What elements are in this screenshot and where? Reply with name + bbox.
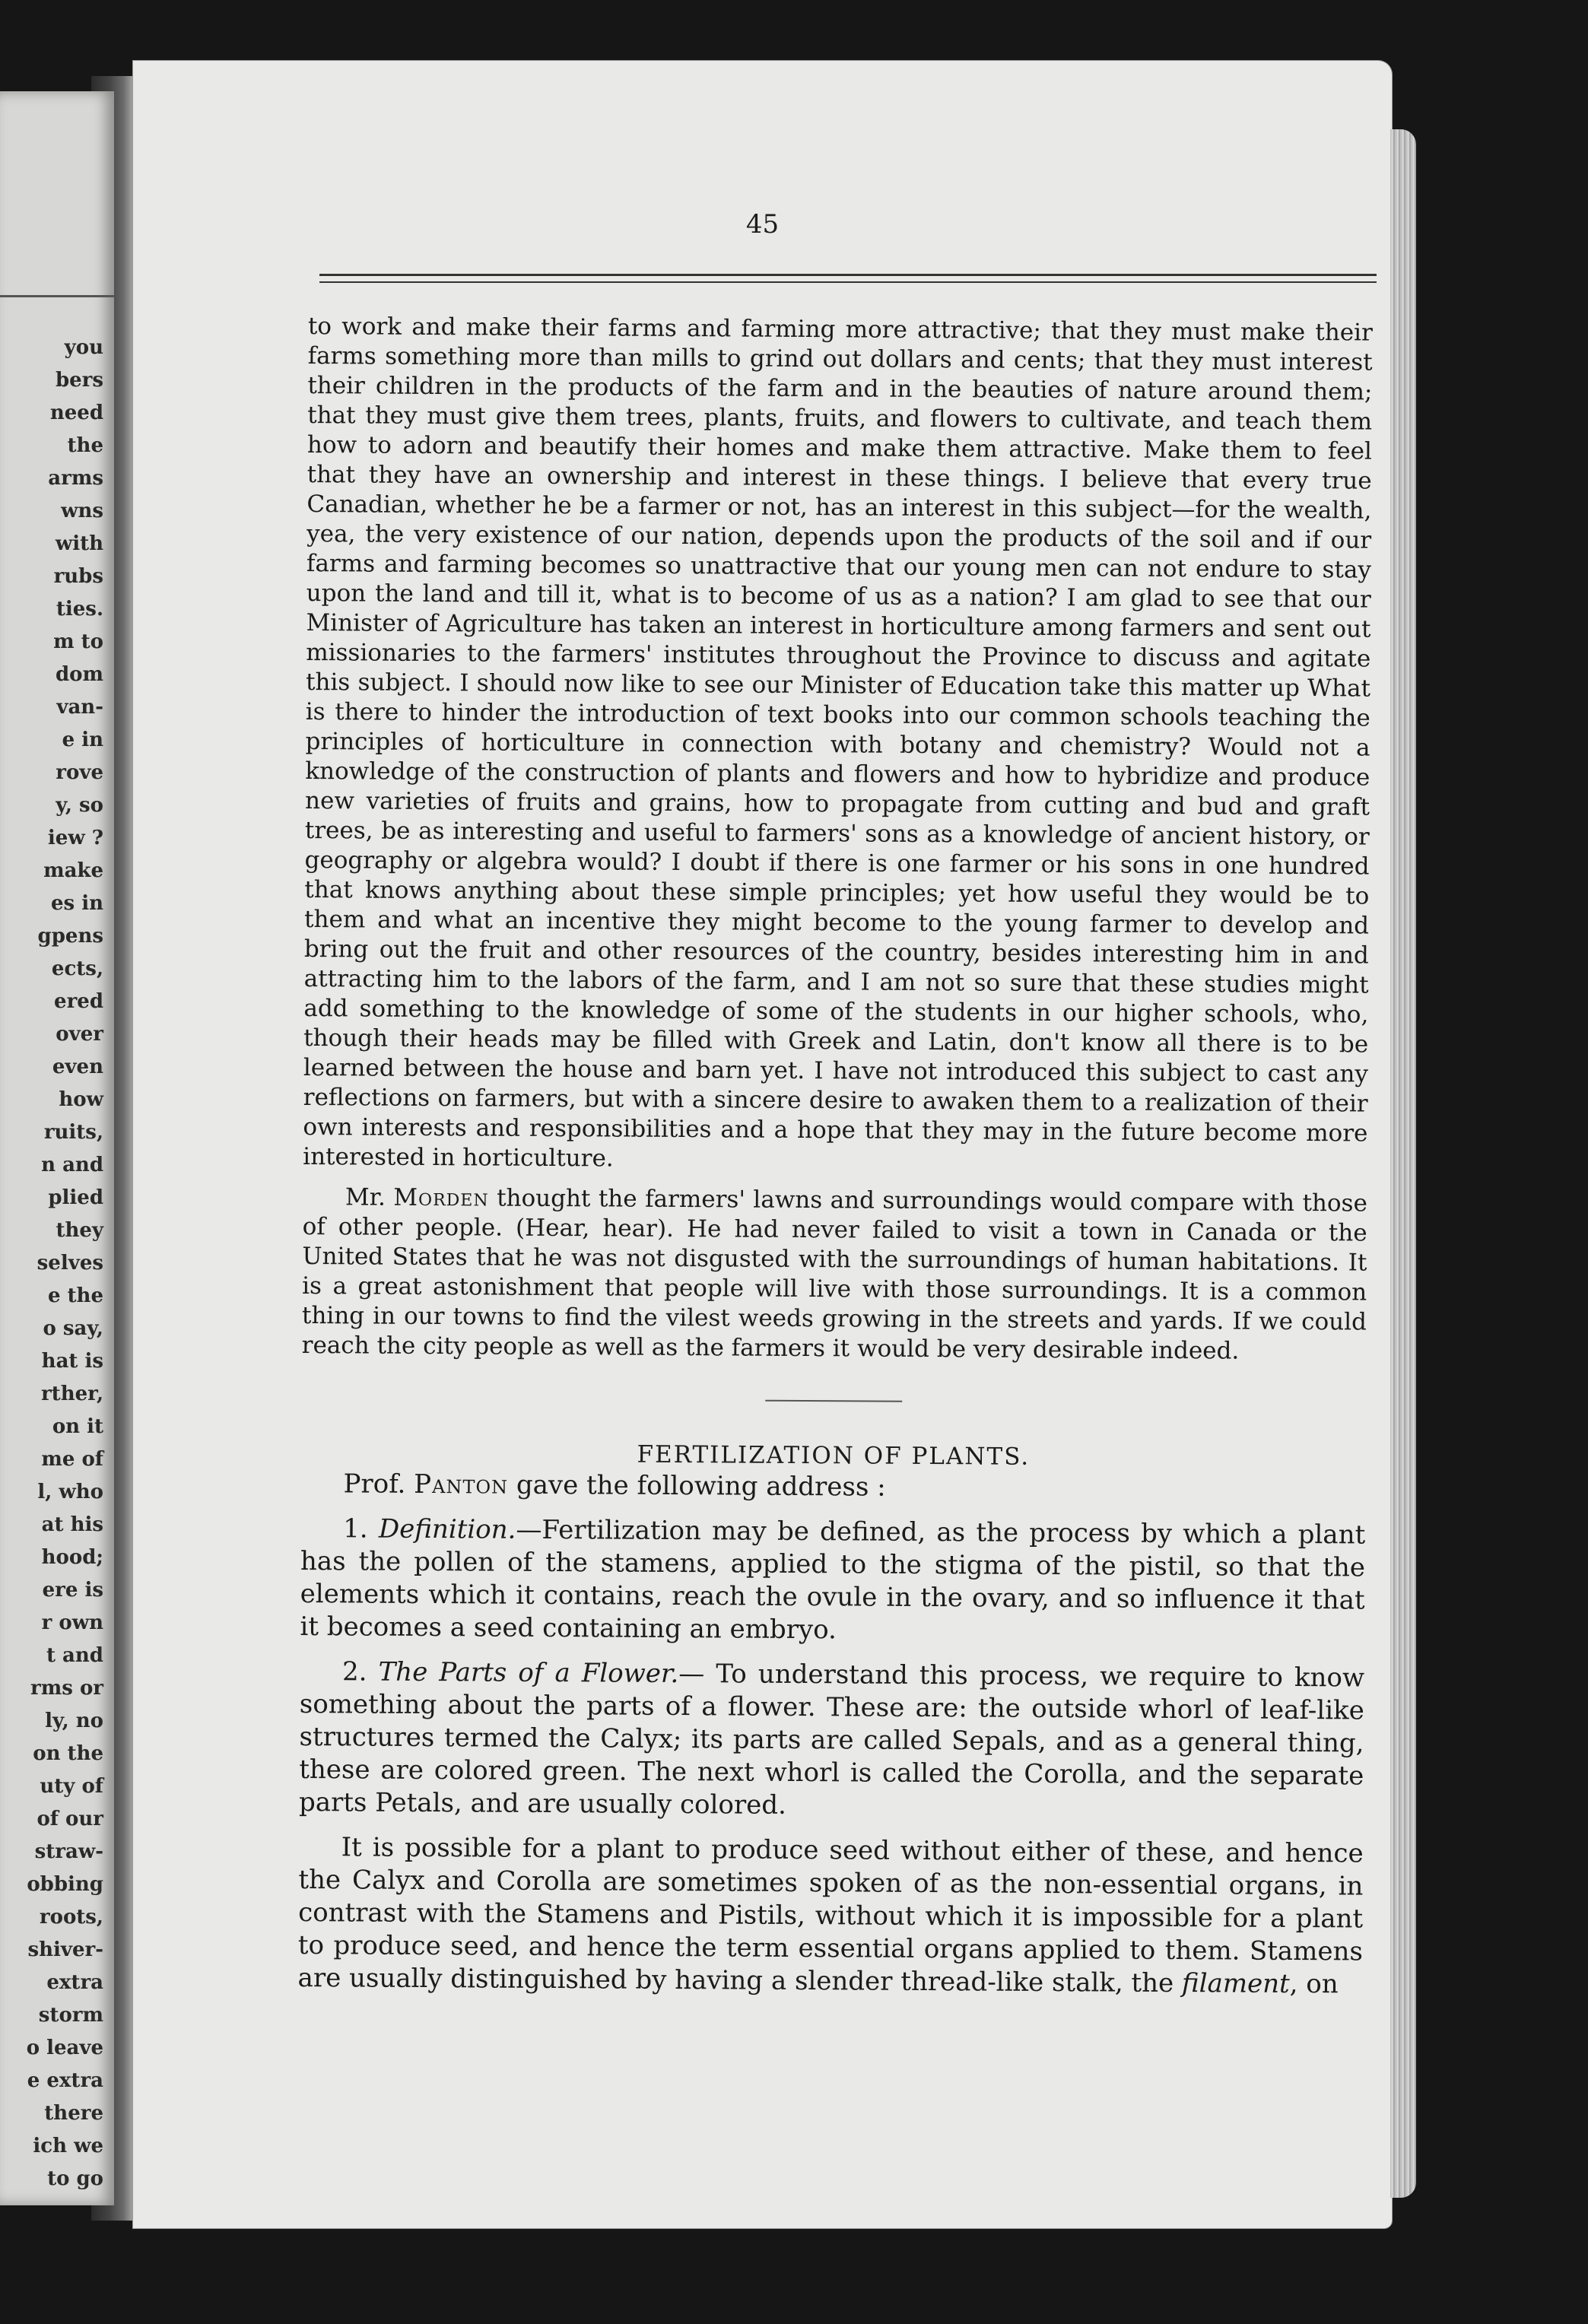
- paragraph-text: thought the farmers' lawns and surroundings would compare with those of other people. (Hear, hear). He had never failed to visit a town in Canada or the United States that he was not disgusted with the surroundings of human habitations. It is a great astonishment that people will live with those surroundings. It is a common thing in our towns to find the vilest weeds growing in the streets and yards. If we could reach the city people as well as the farmers it would be very desirable indeed.: [301, 1184, 1367, 1365]
- intro-text: gave the following address :: [507, 1469, 886, 1503]
- left-page-fragment: y, so: [56, 794, 103, 817]
- left-page-fragment: bers: [55, 369, 103, 392]
- left-page-fragment: obbing: [27, 1873, 103, 1896]
- left-page-fragment: n and: [41, 1154, 103, 1176]
- header-rule-bottom: [319, 281, 1377, 283]
- paragraph-text: It is possible for a plant to produce seed without either of these, and hence the Calyx and Corolla are sometimes spoken of as the non-essential organs, in contrast with the Stamens and Pistils, without which it is impossible for a plant to produce seed, and hence the term essential organs applied to them. Stamens are usually distinguished by having a slender thread-like stalk, the: [297, 1832, 1364, 1999]
- left-page-fragment: rther,: [40, 1383, 103, 1405]
- left-page-fragment: storm: [38, 2004, 103, 2027]
- left-page-fragment: ly, no: [45, 1710, 103, 1732]
- left-page-fragment: how: [59, 1088, 103, 1111]
- left-page-fragment: e the: [47, 1284, 103, 1307]
- address-intro: [300, 1468, 1365, 1507]
- point-text: —Fertilization may be defined, as the process by which a plant has the pollen of the stamens, applied to the stigma of the pistil, so that the elements which it contains, reach the ovule in the ovary, and so influence it that it becomes a seed containing an embryo.: [300, 1514, 1366, 1646]
- left-page-fragment: shiver-: [27, 1938, 103, 1961]
- left-page-fragment: you: [64, 336, 103, 359]
- point-heading: The Parts of a Flower.: [378, 1656, 679, 1690]
- left-page-fragment: m to: [53, 630, 103, 653]
- point-definition: [300, 1513, 1365, 1650]
- section-divider: [765, 1400, 902, 1402]
- left-page-fragment: rove: [56, 761, 103, 784]
- page-edges: [1390, 129, 1416, 2198]
- left-page-fragment: of our: [37, 1808, 103, 1830]
- left-page-fragment: dom: [55, 663, 103, 686]
- left-page-fragment: need: [49, 402, 103, 424]
- left-page-fragment: make: [43, 859, 103, 882]
- speaker-name: Morden: [393, 1183, 489, 1212]
- left-page-fragment: extra: [46, 1971, 103, 1994]
- left-page-fragment: gpens: [37, 925, 103, 948]
- left-page-fragment: o say,: [43, 1317, 103, 1340]
- left-page-fragment: ich we: [33, 2135, 103, 2157]
- point-number: 2.: [341, 1656, 379, 1687]
- left-page-fragment: with: [55, 532, 103, 555]
- left-page-fragment: straw-: [34, 1840, 103, 1863]
- left-page-fragment: the: [67, 434, 103, 457]
- left-page-fragment: on the: [33, 1742, 103, 1765]
- speaker-prefix: Prof.: [343, 1468, 414, 1500]
- left-page-fragment: r own: [41, 1611, 103, 1634]
- left-page-fragment: l, who: [37, 1481, 103, 1503]
- essential-organs-paragraph: [297, 1831, 1363, 2002]
- left-page-fragment: on it: [52, 1415, 103, 1438]
- point-parts-of-flower: [299, 1656, 1364, 1826]
- left-page-fragment: es in: [50, 892, 103, 915]
- paragraph-text-end: , on: [1289, 1968, 1339, 2000]
- left-page-fragment: ere is: [42, 1579, 103, 1602]
- left-page-fragment: rms or: [30, 1677, 103, 1700]
- left-page-fragment: wns: [61, 500, 103, 522]
- left-page-fragment: e in: [62, 729, 103, 751]
- left-page-header-rule: [0, 295, 114, 297]
- left-page-fragment: they: [56, 1219, 103, 1242]
- left-page-fragment: hood;: [41, 1546, 103, 1569]
- speaker-name: Panton: [414, 1468, 509, 1500]
- left-page-fragment: t and: [46, 1644, 103, 1667]
- left-page-fragment: van-: [56, 696, 103, 719]
- left-page-fragment: selves: [37, 1252, 103, 1275]
- left-page-fragment: plied: [48, 1186, 103, 1209]
- left-page-fragment: over: [56, 1023, 103, 1046]
- left-page-fragment: ered: [54, 990, 103, 1013]
- morden-paragraph: [302, 1183, 1367, 1367]
- point-number: 1.: [343, 1513, 380, 1545]
- point-text: — To understand this process, we require to know something about the parts of a flower. These are: the outside whorl of leaf-like structures termed the Calyx; its parts are called Sepals, and as a general thing, these are colored green. The next whorl is called the Corolla, and the separate parts Petals, and are usually colored.: [298, 1659, 1365, 1821]
- continued-paragraph: to work and make their farms and farming more attractive; that they must make their farms something more than mills to grind out dollars and cents; that they must interest their children in the products of the farm and in the beauties of nature around them; that they must give them trees, plants, fruits, and flowers to cultivate, and teach them how to adorn and beautify their homes and make them attractive. Make them to feel that they have an ownership and interest in these things. I believe that every true Canadian, whether he be a farmer or not, has an interest in this subject—for the wealth, yea, the very existence of our nation, depends upon the products of the soil and if our farms and farming becomes so unattractive that our young men can not endure to stay upon the land and till it, what is to become of us as a nation? I am glad to see that our Minister of Agriculture has taken an interest in horticulture among farmers and sent out missionaries to the farmers' institutes throughout the Province to discuss and agitate this subject. I should now like to see our Minister of Education take this matter up What is there to hinder the introduction of text books into our common schools teaching the principles of horticulture in connection with botany and chemistry? Would not a knowledge of the construction of plants and flowers and how to hybridize and produce new varieties of fruits and grains, how to propagate from cutting and bud and graft trees, be as interesting and useful to farmers' sons as a knowledge of ancient history, or geography or algebra would? I doubt if there is one farmer or his sons in one hundred that knows anything about these simple principles; yet how useful they would be to them and what an incentive they might become to the young farmer to develop and bring out the fruit and other resources of the country, besides interesting him in and attracting him to the labors of the farm, and I am not so sure that these studies might add something to the knowledge of some of the students in our higher schools, who, though their heads may be filled with Greek and Latin, don't know all there is to be learned between the house and barn yet. I have not introduced this subject to cast any reflections on farmers, but with a sincere desire to awaken them to a realization of their own interests and responsibilities and a hope that they may in the future become more interested in horticulture.: [303, 312, 1373, 1173]
- left-page-fragment: arms: [48, 467, 103, 490]
- speaker-prefix: Mr.: [345, 1183, 394, 1211]
- left-page-fragment: to go: [47, 2167, 103, 2190]
- left-page-fragment: there: [44, 2102, 103, 2125]
- book-page: [133, 61, 1392, 2228]
- left-page-fragment: ruits,: [43, 1121, 103, 1144]
- left-facing-page: [0, 91, 114, 2205]
- left-page-fragment: at his: [41, 1513, 103, 1536]
- left-page-fragment: even: [52, 1056, 103, 1078]
- point-heading: Definition.: [378, 1513, 516, 1545]
- left-page-fragment: roots,: [39, 1906, 103, 1929]
- left-page-fragment: e extra: [27, 2069, 103, 2092]
- left-page-fragment: ties.: [56, 598, 103, 621]
- left-page-fragment: hat is: [41, 1350, 103, 1373]
- left-page-fragment: ects,: [51, 957, 103, 980]
- left-page-fragment: rubs: [53, 565, 103, 588]
- header-rule-top: [319, 274, 1377, 276]
- section-title: FERTILIZATION OF PLANTS.: [637, 1440, 1031, 1471]
- left-page-fragment: me of: [41, 1448, 103, 1471]
- page-number: 45: [745, 209, 780, 240]
- filament-term: filament: [1181, 1968, 1290, 1999]
- left-page-fragment: iew ?: [47, 827, 103, 849]
- left-page-fragment: uty of: [40, 1775, 103, 1798]
- page-content: [297, 312, 1372, 2002]
- left-page-fragment: o leave: [26, 2037, 103, 2059]
